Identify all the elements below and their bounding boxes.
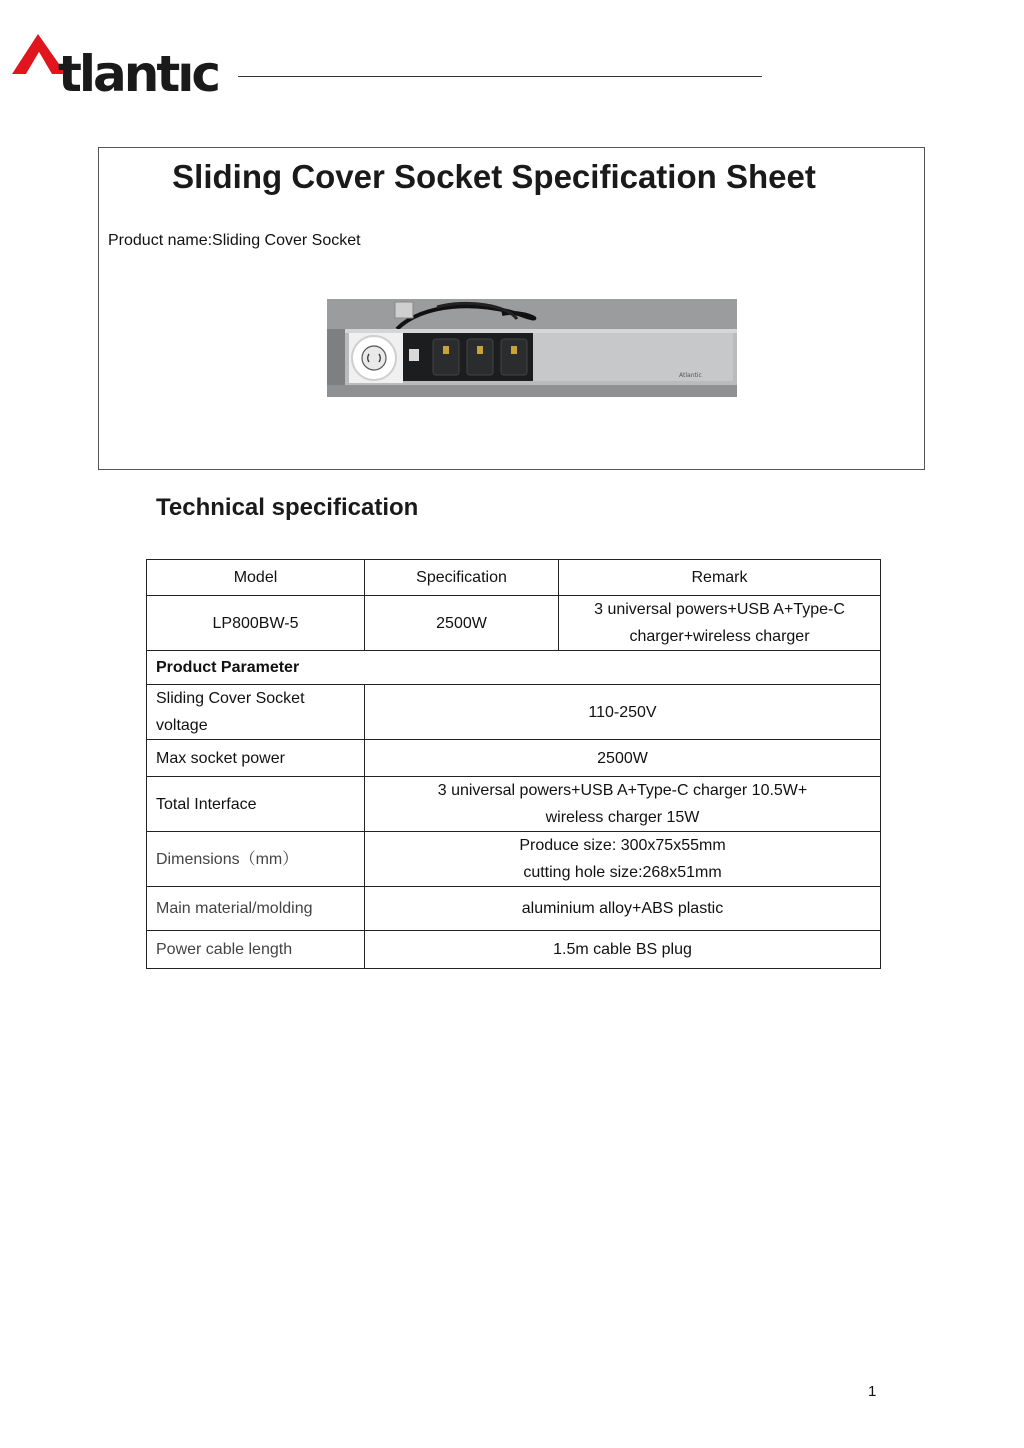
table-row-max-power — [147, 740, 881, 777]
cable-value: 1.5m cable BS plug — [365, 931, 881, 969]
spec-table — [146, 559, 881, 969]
model-cell: LP800BW-5 — [147, 596, 365, 651]
dimensions-value-line-1: Produce size: 300x75x55mm — [519, 837, 726, 854]
table-row-cable — [147, 931, 881, 969]
title-box — [98, 147, 925, 470]
interface-value — [365, 777, 881, 832]
header-specification: Specification — [365, 560, 559, 596]
voltage-value: 110-250V — [365, 685, 881, 740]
header-remark: Remark — [559, 560, 881, 596]
voltage-label-line-1: Sliding Cover Socket — [156, 690, 305, 707]
table-row-dimensions — [147, 832, 881, 887]
remark-cell — [559, 596, 881, 651]
product-name: Product name:Sliding Cover Socket — [108, 232, 361, 249]
page-number: 1 — [868, 1383, 877, 1400]
dimensions-value-line-2: cutting hole size:268x51mm — [523, 864, 722, 881]
table-row-model — [147, 596, 881, 651]
photo-brand-text: Atlantic — [679, 372, 702, 379]
product-photo — [327, 299, 737, 397]
group-label: Product Parameter — [147, 651, 881, 685]
table-row-group — [147, 651, 881, 685]
voltage-label — [147, 685, 365, 740]
material-label: Main material/molding — [147, 887, 365, 931]
interface-value-line-2: wireless charger 15W — [545, 809, 700, 826]
interface-value-line-1: 3 universal powers+USB A+Type-C charger 10.5W+ — [437, 782, 808, 799]
logo-wordmark: tlantıc — [58, 45, 219, 103]
dimensions-label: Dimensions（mm） — [147, 832, 365, 887]
atlantic-logo — [12, 28, 238, 103]
cable-label: Power cable length — [147, 931, 365, 969]
section-title: Technical specification — [156, 494, 419, 521]
dimensions-value — [365, 832, 881, 887]
remark-line-2: charger+wireless charger — [629, 628, 810, 645]
table-row-interface — [147, 777, 881, 832]
spec-cell: 2500W — [365, 596, 559, 651]
material-value: aluminium alloy+ABS plastic — [365, 887, 881, 931]
remark-line-1: 3 universal powers+USB A+Type-C — [594, 601, 845, 618]
table-row-material — [147, 887, 881, 931]
header-rule — [238, 76, 762, 77]
max-power-label: Max socket power — [147, 740, 365, 777]
voltage-label-line-2: voltage — [156, 717, 208, 734]
max-power-value: 2500W — [365, 740, 881, 777]
document-title: Sliding Cover Socket Specification Sheet — [172, 158, 816, 195]
interface-label: Total Interface — [147, 777, 365, 832]
header-model: Model — [147, 560, 365, 596]
table-header-row — [147, 560, 881, 596]
table-row-voltage — [147, 685, 881, 740]
